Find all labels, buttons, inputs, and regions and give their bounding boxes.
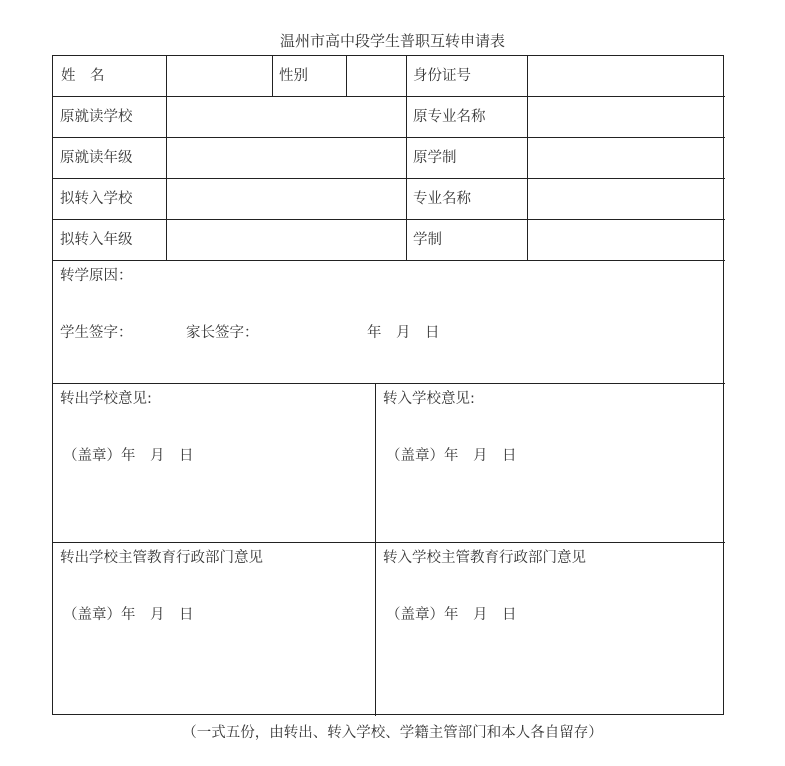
in-dept-seal-date: （盖章）年 月 日	[386, 607, 517, 623]
in-dept-opinion-field[interactable]	[376, 568, 723, 713]
orig-grade-field[interactable]	[167, 139, 405, 177]
copies-note: （一式五份，由转出、转入学校、学籍主管部门和本人各自留存）	[182, 725, 603, 741]
id-number-label: 身份证号	[413, 68, 471, 84]
application-form-table	[52, 55, 724, 715]
orig-school-field[interactable]	[167, 98, 405, 136]
target-duration-label: 学制	[413, 232, 442, 248]
out-school-opinion-field[interactable]	[54, 406, 374, 540]
target-school-label: 拟转入学校	[60, 191, 133, 207]
target-major-field[interactable]	[528, 180, 723, 218]
row-divider	[53, 219, 725, 220]
target-major-label: 专业名称	[413, 191, 471, 207]
parent-sign-label: 家长签字：	[186, 325, 259, 341]
name-field[interactable]	[167, 57, 271, 95]
col-divider	[272, 56, 273, 96]
in-school-opinion-field[interactable]	[376, 406, 723, 540]
orig-school-label: 原就读学校	[60, 109, 133, 125]
gender-field[interactable]	[347, 57, 405, 95]
target-duration-field[interactable]	[528, 221, 723, 259]
row-divider	[53, 96, 725, 97]
out-school-seal-date: （盖章）年 月 日	[63, 448, 194, 464]
reason-label: 转学原因：	[60, 268, 133, 284]
student-sign-label: 学生签字：	[60, 325, 133, 341]
form-title: 温州市高中段学生普职互转申请表	[279, 32, 505, 50]
in-dept-opinion-label: 转入学校主管教育行政部门意见	[383, 550, 586, 566]
out-dept-seal-date: （盖章）年 月 日	[63, 607, 194, 623]
row-divider	[53, 137, 725, 138]
orig-major-label: 原专业名称	[413, 109, 486, 125]
out-dept-opinion-field[interactable]	[54, 568, 374, 713]
orig-grade-label: 原就读年级	[60, 150, 133, 166]
target-grade-field[interactable]	[167, 221, 405, 259]
col-divider	[406, 56, 407, 260]
target-school-field[interactable]	[167, 180, 405, 218]
reason-field[interactable]	[61, 286, 716, 316]
row-divider	[53, 178, 725, 179]
name-label: 姓 名	[61, 68, 105, 84]
orig-duration-label: 原学制	[413, 150, 457, 166]
reason-date: 年 月 日	[367, 325, 440, 341]
row-divider	[53, 260, 725, 261]
gender-label: 性别	[279, 68, 308, 84]
id-number-field[interactable]	[528, 57, 723, 95]
orig-major-field[interactable]	[528, 98, 723, 136]
in-school-seal-date: （盖章）年 月 日	[386, 448, 517, 464]
row-divider	[53, 542, 725, 543]
orig-duration-field[interactable]	[528, 139, 723, 177]
out-school-opinion-label: 转出学校意见:	[60, 391, 152, 407]
row-divider	[53, 383, 725, 384]
target-grade-label: 拟转入年级	[60, 232, 133, 248]
in-school-opinion-label: 转入学校意见:	[383, 391, 475, 407]
out-dept-opinion-label: 转出学校主管教育行政部门意见	[60, 550, 263, 566]
